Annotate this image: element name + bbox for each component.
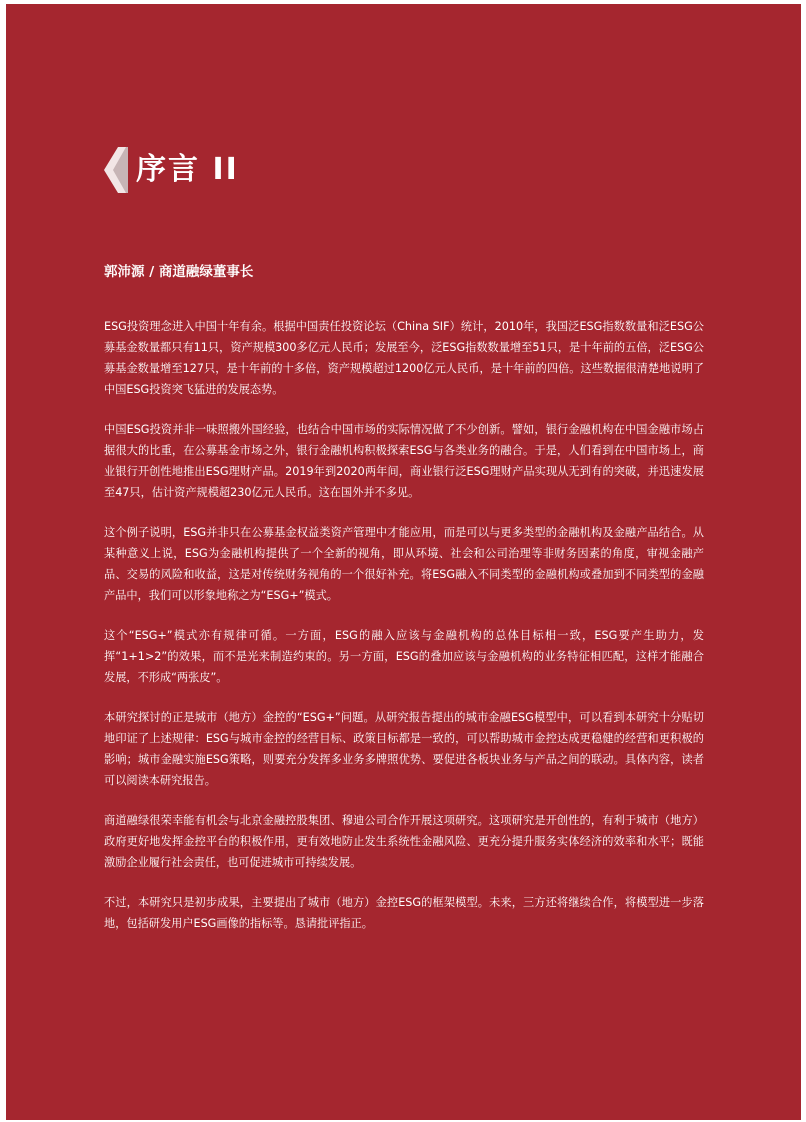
page [6,4,801,1120]
page-title: 序言 II [136,152,239,187]
paragraph-7: 不过，本研究只是初步成果，主要提出了城市（地方）金控ESG的框架模型。未来，三方还将继续合作，将模型进一步落地，包括研发用户ESG画像的指标等。恳请批评指正。 [104,896,704,930]
paragraph-2: 中国ESG投资并非一味照搬外国经验，也结合中国市场的实际情况做了不少创新。譬如，银行金融机构在中国金融市场占据很大的比重，在公募基金市场之外，银行金融机构积极探索ESG与各类业务的融合。于是，人们看到在中国市场上，商业银行开创性地推出ESG理财产品。2019年到2020两年间，商业银行泛ESG理财产品实现从无到有的突破，并迅速发展至47只，估计资产规模超230亿元人民币。这在国外并不多见。 [104,423,704,499]
paragraph-4: 这个“ESG+”模式亦有规律可循。一方面，ESG的融入应该与金融机构的总体目标相一致，ESG要产生助力，发挥“1+1>2”的效果，而不是光来制造约束的。另一方面，ESG的叠加应该与金融机构的业务特征相匹配，这样才能融合发展，不形成“两张皮”。 [104,629,704,684]
paragraph-5: 本研究探讨的正是城市（地方）金控的“ESG+”问题。从研究报告提出的城市金融ESG模型中，可以看到本研究十分贴切地印证了上述规律：ESG与城市金控的经营目标、政策目标都是一致的，可以帮助城市金控达成更稳健的经营和更积极的影响；城市金融实施ESG策略，则要充分发挥多业务多牌照优势、要促进各板块业务与产品之间的联动。具体内容，读者可以阅读本研究报告。 [104,711,704,787]
paragraph-6: 商道融绿很荣幸能有机会与北京金融控股集团、穆迪公司合作开展这项研究。这项研究是开创性的，有利于城市（地方）政府更好地发挥金控平台的积极作用，更有效地防止发生系统性金融风险、更充分提升服务实体经济的效率和水平；既能激励企业履行社会责任，也可促进城市可持续发展。 [104,814,704,869]
paragraph-1: ESG投资理念进入中国十年有余。根据中国责任投资论坛（China SIF）统计，2010年，我国泛ESG指数数量和泛ESG公募基金数量都只有11只，资产规模300多亿元人民币；发展至今，泛ESG指数数量增至51只，是十年前的五倍，泛ESG公募基金数量增至127只，是十年前的十多倍，资产规模超过1200亿元人民币，是十年前的四倍。这些数据很清楚地说明了中国ESG投资突飞猛进的发展态势。 [104,320,704,396]
author-line: 郭沛源 / 商道融绿董事长 [104,264,254,280]
paragraph-3: 这个例子说明，ESG并非只在公募基金权益类资产管理中才能应用，而是可以与更多类型的金融机构及金融产品结合。从某种意义上说，ESG为金融机构提供了一个全新的视角，即从环境、社会和公司治理等非财务因素的角度，审视金融产品、交易的风险和收益，这是对传统财务视角的一个很好补充。将ESG融入不同类型的金融机构或叠加到不同类型的金融产品中，我们可以形象地称之为“ESG+”模式。 [104,526,704,602]
chevron-left-icon [104,147,128,193]
body-text [104,316,704,953]
section-heading [104,147,239,193]
